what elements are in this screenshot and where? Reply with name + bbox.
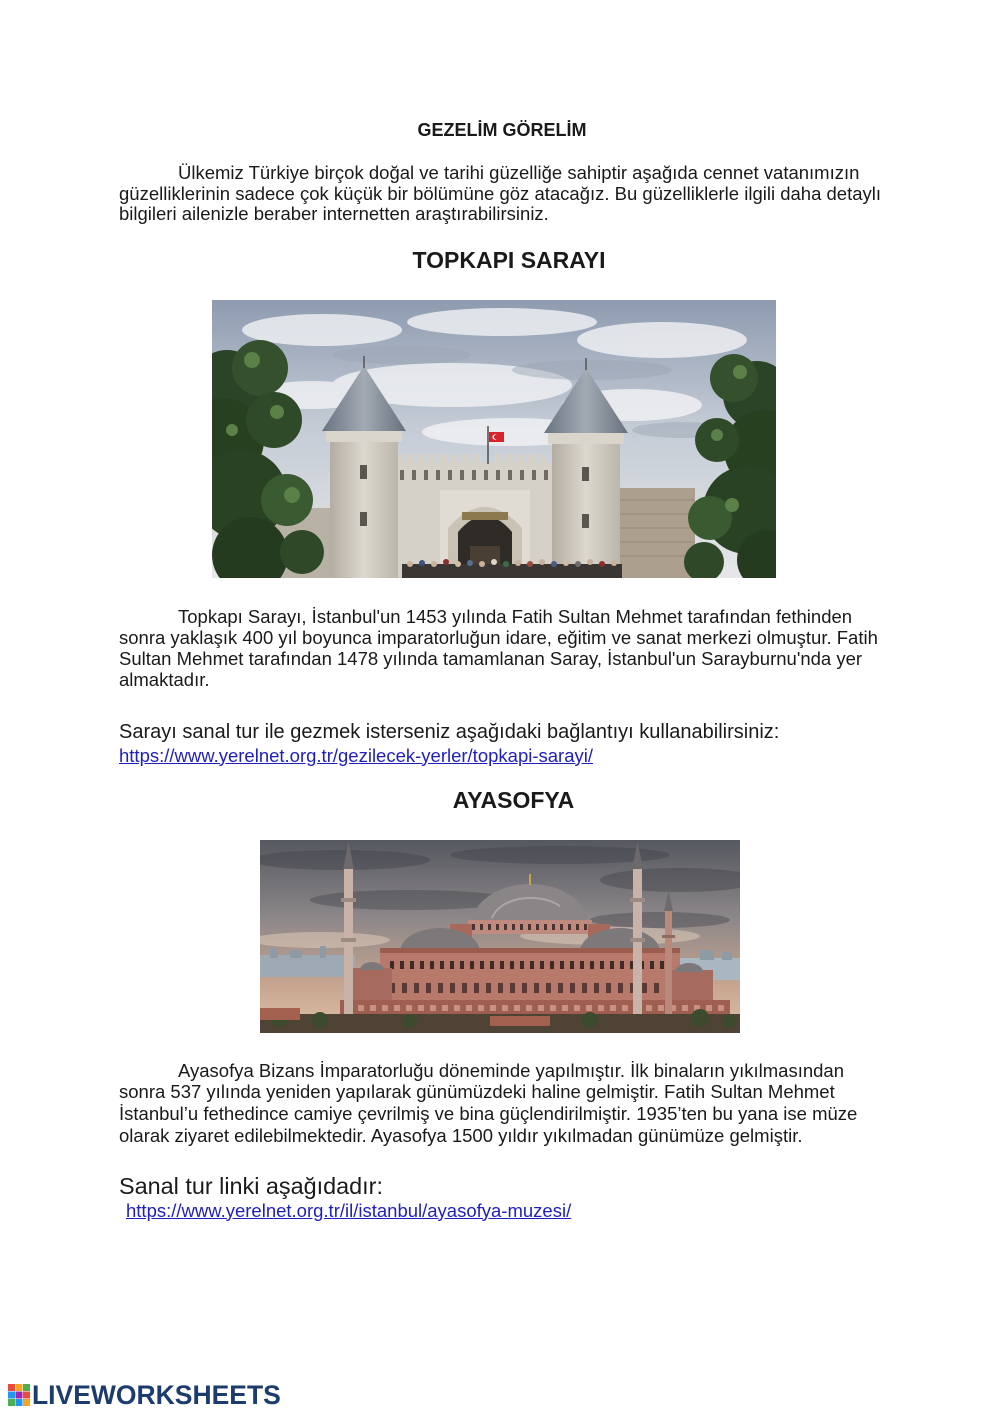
liveworksheets-logo-icon [8, 1384, 30, 1406]
ayasofya-paragraph [119, 1060, 857, 1147]
paragraph-line: Ayasofya Bizans İmparatorluğu döneminde yapılmıştır. İlk binaların yıkılmasından [178, 1059, 844, 1081]
intro-line: Ülkemiz Türkiye birçok doğal ve tarihi güzelliğe sahiptir aşağıda cennet vatanımızın [178, 162, 860, 183]
topkapi-tour-link[interactable]: https://www.yerelnet.org.tr/gezilecek-yerler/topkapi-sarayi/ [119, 744, 593, 766]
ayasofya-tour-prompt: Sanal tur linki aşağıdadır: [119, 1172, 383, 1199]
topkapi-paragraph [119, 606, 878, 690]
hagia-sophia-photo [260, 840, 740, 1033]
topkapi-palace-photo [212, 300, 776, 578]
gate-wall [394, 454, 554, 578]
intro-line: bilgileri ailenizle beraber internetten araştırabilirsiniz. [119, 203, 549, 224]
ayasofya-tour-link[interactable]: https://www.yerelnet.org.tr/il/istanbul/ayasofya-muzesi/ [126, 1199, 572, 1221]
intro-line: güzelliklerinin sadece çok küçük bir bölümüne göz atacağız. Bu güzelliklerle ilgili daha detaylı [119, 182, 882, 204]
paragraph-line: sonra 537 yılında yeniden yapılarak günümüzdeki haline gelmiştir. Fatih Sultan Mehmet [119, 1081, 835, 1103]
paragraph-line: Topkapı Sarayı, İstanbul'un 1453 yılında Fatih Sultan Mehmet tarafından fethinden [178, 605, 853, 627]
paragraph-line: İstanbul’u fethedince camiye çevrilmiş ve bina güçlendirilmiştir. 1935’ten bu yana ise müze [119, 1102, 858, 1124]
paragraph-line: sonra yaklaşık 400 yıl boyunca imparatorluğun idare, eğitim ve sanat merkezi olmuştur. Fatih [119, 626, 878, 648]
intro-paragraph [119, 163, 881, 225]
topkapi-heading: TOPKAPI SARAYI [412, 247, 606, 273]
liveworksheets-logo-text: LIVEWORKSHEETS [32, 1380, 281, 1410]
page-title: GEZELİM GÖRELİM [417, 120, 587, 140]
ayasofya-heading: AYASOFYA [452, 787, 575, 813]
paragraph-line: olarak ziyaret edilebilmektedir. Ayasofya 1500 yıldır yıkılmadan günümüze gelmiştir. [119, 1124, 803, 1146]
paragraph-line: almaktadır. [119, 668, 210, 690]
paragraph-line: Sultan Mehmet tarafından 1478 yılında tamamlanan Saray, İstanbul'un Sarayburnu'nda yer [119, 647, 863, 669]
topkapi-tour-prompt: Sarayı sanal tur ile gezmek isterseniz aşağıdaki bağlantıyı kullanabilirsiniz: [119, 720, 780, 743]
